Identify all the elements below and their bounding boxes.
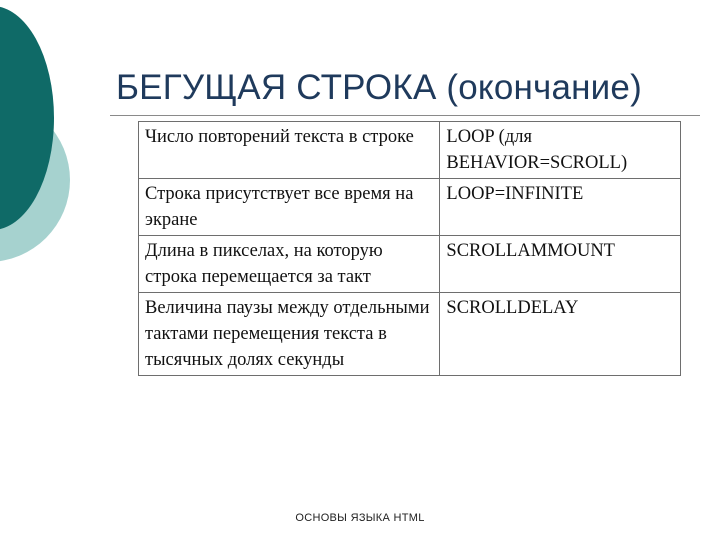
table-cell-value: SCROLLAMMOUNT [440, 236, 681, 293]
table-row [139, 179, 681, 236]
table-cell-description: Строка присутствует все время на экране [139, 179, 440, 236]
title-divider [110, 115, 700, 116]
table-cell-value: SCROLLDELAY [440, 293, 681, 376]
table-cell-description: Длина в пикселах, на которую строка перемещается за такт [139, 236, 440, 293]
table-cell-description: Число повторений текста в строке [139, 122, 440, 179]
decorative-circles [0, 0, 110, 540]
table-cell-value: LOOP (для BEHAVIOR=SCROLL) [440, 122, 681, 179]
table-row [139, 293, 681, 376]
table-row [139, 236, 681, 293]
marquee-properties-table [138, 121, 681, 376]
slide-footer: ОСНОВЫ ЯЗЫКА HTML [295, 512, 425, 524]
table-cell-description: Величина паузы между отдельными тактами перемещения текста в тысячных долях секунды [139, 293, 440, 376]
table-cell-value: LOOP=INFINITE [440, 179, 681, 236]
slide-title: БЕГУЩАЯ СТРОКА (окончание) [116, 68, 642, 107]
table-row [139, 122, 681, 179]
